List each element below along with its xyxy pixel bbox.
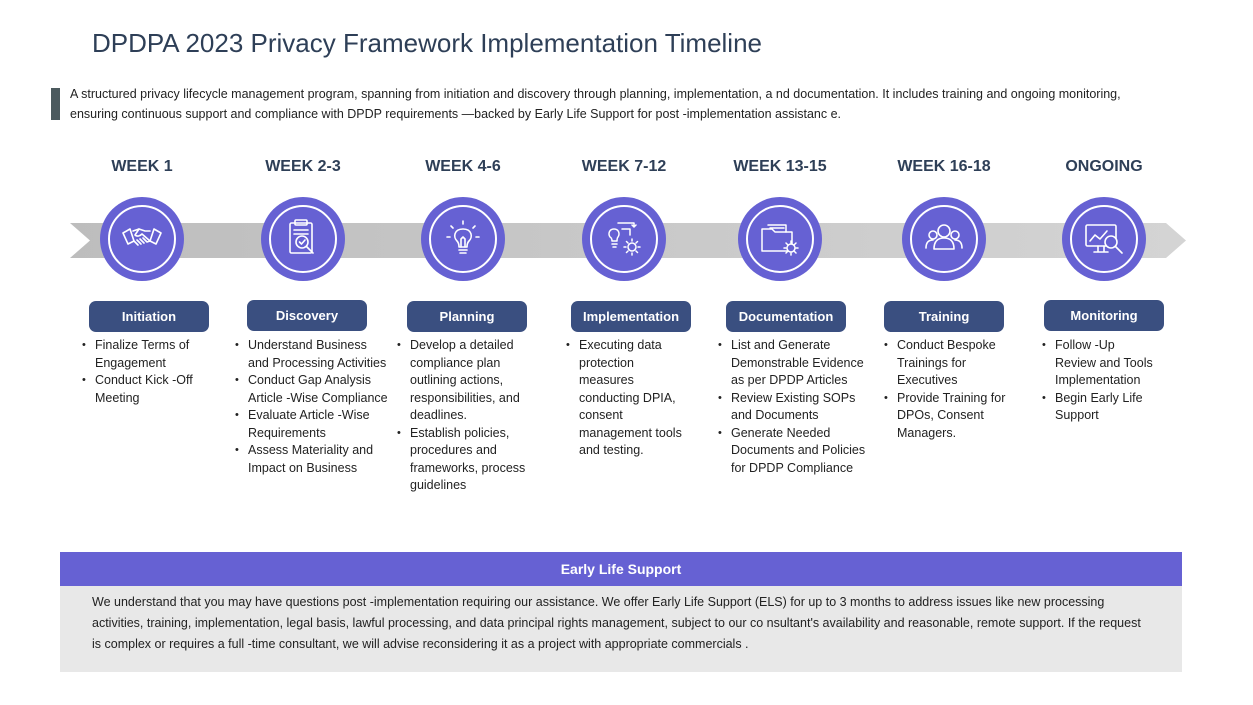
- phase-label: Monitoring: [1044, 300, 1164, 331]
- task-item: • Review Existing SOPs and Documents: [711, 390, 871, 425]
- phase-label: Implementation: [571, 301, 691, 332]
- phase-tasks: [559, 337, 684, 460]
- task-item: • Assess Materiality and Impact on Business: [228, 442, 388, 477]
- task-item: • Conduct Gap Analysis Article -Wise Compliance: [228, 372, 388, 407]
- intro-accent-bar: [51, 88, 60, 120]
- week-label: ONGOING: [1065, 158, 1143, 175]
- phase-badge: [902, 197, 986, 281]
- task-item: • Generate Needed Documents and Policies for DPDP Compliance: [711, 425, 871, 478]
- phase-label: Initiation: [89, 301, 209, 332]
- monitor-analytics-icon: [1082, 217, 1126, 261]
- task-item: • Follow -Up Review and Tools Implementation: [1035, 337, 1155, 390]
- phase-label: Documentation: [726, 301, 846, 332]
- group-icon: [922, 217, 966, 261]
- week-label: WEEK 7-12: [581, 158, 667, 175]
- task-item: • Finalize Terms of Engagement: [75, 337, 235, 372]
- task-item: • Establish policies, procedures and frameworks, process guidelines: [390, 425, 530, 495]
- phase-label: Training: [884, 301, 1004, 332]
- phase-badge: [100, 197, 184, 281]
- phase-tasks: [1035, 337, 1155, 425]
- document-search-icon: [281, 217, 325, 261]
- lightbulb-icon: [441, 217, 485, 261]
- idea-gear-icon: [602, 217, 646, 261]
- week-label: WEEK 13-15: [733, 158, 827, 175]
- phase-label: Planning: [407, 301, 527, 332]
- phase-badge: [738, 197, 822, 281]
- task-item: • Develop a detailed compliance plan outlining actions, responsibilities, and deadlines.: [390, 337, 530, 425]
- week-label: WEEK 16-18: [897, 158, 991, 175]
- task-item: • Conduct Kick -Off Meeting: [75, 372, 235, 407]
- page-title: DPDPA 2023 Privacy Framework Implementation Timeline: [92, 28, 762, 58]
- phase-badge: [582, 197, 666, 281]
- task-item: • Understand Business and Processing Activities: [228, 337, 388, 372]
- task-item: • Begin Early Life Support: [1035, 390, 1155, 425]
- task-item: • List and Generate Demonstrable Evidence as per DPDP Articles: [711, 337, 871, 390]
- task-item: • Provide Training for DPOs, Consent Managers.: [877, 390, 1017, 443]
- task-item: • Conduct Bespoke Trainings for Executives: [877, 337, 1017, 390]
- early-life-support-panel: [60, 586, 1182, 672]
- phase-badge: [261, 197, 345, 281]
- early-life-support-header: Early Life Support: [60, 552, 1182, 586]
- phase-badge: [1062, 197, 1146, 281]
- phase-label: Discovery: [247, 300, 367, 331]
- week-label: WEEK 4-6: [425, 158, 501, 175]
- phase-badge: [421, 197, 505, 281]
- task-item: • Executing data protection measures conducting DPIA, consent management tools and testing.: [559, 337, 684, 460]
- phase-tasks: [877, 337, 1017, 442]
- phase-tasks: [390, 337, 530, 495]
- handshake-icon: [120, 217, 164, 261]
- folder-gear-icon: [758, 217, 802, 261]
- task-item: • Evaluate Article -Wise Requirements: [228, 407, 388, 442]
- week-label: WEEK 2-3: [265, 158, 341, 175]
- phase-tasks: [228, 337, 388, 477]
- phase-tasks: [711, 337, 871, 477]
- phase-tasks: [75, 337, 235, 407]
- week-label: WEEK 1: [111, 158, 173, 175]
- intro-text: A structured privacy lifecycle management program, spanning from initiation and discovery through planning, implementation, a nd documentation. It includes training and ongoing monitoring, ensuring continuous support and compliance with DPDP requirements —backed by Early Life Support for post -implementation assistanc e.: [70, 87, 1121, 121]
- early-life-support-text: We understand that you may have questions post -implementation requiring our assistance. We offer Early Life Support (ELS) for up to 3 months to address issues like new processing activities, training, implementation, legal basis, lawful processing, and data principal rights management, subject to our co nsultant's availability and reasonable, remote support. If the request is complex or requires a full -time consultant, we will advise reconsidering it as a project with appropriate commercials .: [92, 595, 1141, 651]
